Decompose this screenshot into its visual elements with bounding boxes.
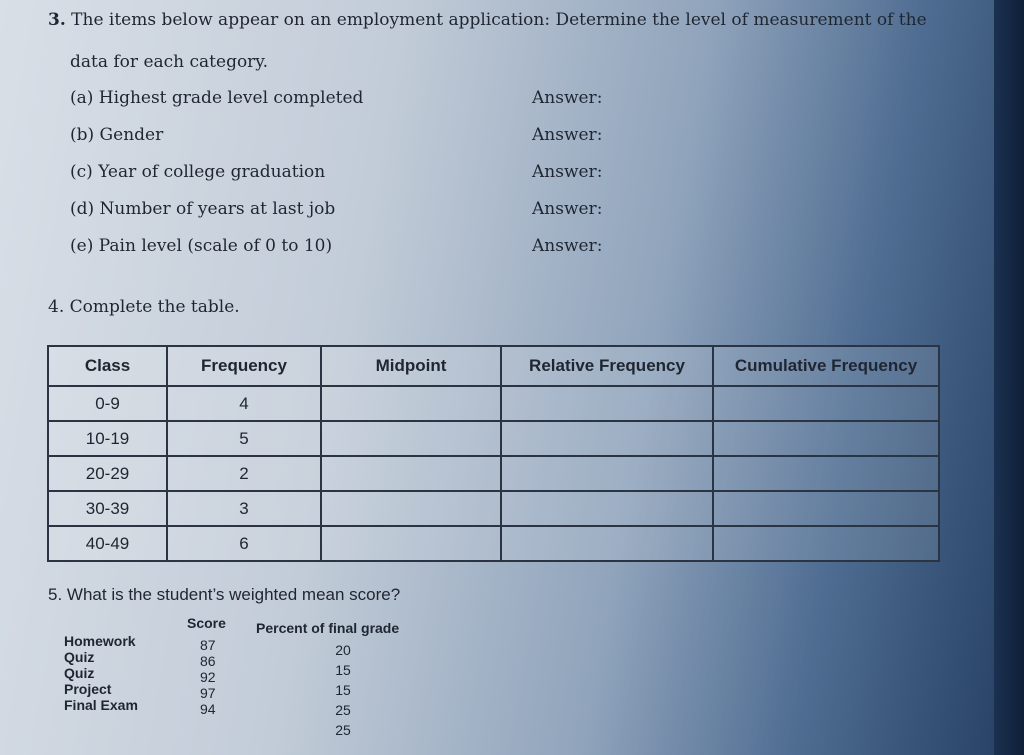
q5-item-label: Final Exam bbox=[64, 697, 138, 713]
table-row bbox=[48, 526, 939, 561]
cell-frequency: 2 bbox=[167, 456, 321, 491]
q3-answer-a: Answer: bbox=[532, 88, 603, 108]
q3-item-a: (a) Highest grade level completed bbox=[70, 88, 364, 108]
q3-item-d: (d) Number of years at last job bbox=[70, 199, 336, 219]
q5-heading bbox=[48, 585, 400, 605]
cell-relative-frequency-blank[interactable] bbox=[501, 456, 713, 491]
q3-answer-b: Answer: bbox=[532, 125, 603, 145]
header-relative-frequency: Relative Frequency bbox=[501, 346, 713, 386]
q5-item-label: Project bbox=[64, 681, 112, 697]
cell-frequency: 4 bbox=[167, 386, 321, 421]
q5-score-value: 87 bbox=[200, 637, 216, 653]
q5-score-value: 94 bbox=[200, 701, 216, 717]
q5-item-label: Quiz bbox=[64, 649, 95, 665]
cell-class: 0-9 bbox=[48, 386, 167, 421]
q5-percent-value: 15 bbox=[335, 682, 351, 698]
cell-midpoint-blank[interactable] bbox=[321, 491, 501, 526]
q3-answer-c: Answer: bbox=[532, 162, 603, 182]
q5-number: 5. bbox=[48, 585, 63, 604]
q5-percent-value: 15 bbox=[335, 662, 351, 678]
q3-text-line1: The items below appear on an employment application: Determine the level of measurement of the bbox=[71, 10, 927, 30]
cell-cumulative-frequency-blank[interactable] bbox=[713, 421, 939, 456]
cell-class: 10-19 bbox=[48, 421, 167, 456]
q5-score-column bbox=[188, 637, 216, 717]
q5-percent-value: 20 bbox=[335, 642, 351, 658]
cell-frequency: 5 bbox=[167, 421, 321, 456]
q5-percent-header: Percent of final grade bbox=[256, 620, 400, 636]
q5-score-value: 86 bbox=[200, 653, 216, 669]
q5-item-label: Quiz bbox=[64, 665, 95, 681]
q5-item-column bbox=[64, 633, 138, 713]
cell-cumulative-frequency-blank[interactable] bbox=[713, 456, 939, 491]
cell-class: 40-49 bbox=[48, 526, 167, 561]
q5-text: What is the student’s weighted mean score? bbox=[66, 585, 401, 604]
cell-cumulative-frequency-blank[interactable] bbox=[713, 491, 939, 526]
table-row bbox=[48, 456, 939, 491]
cell-relative-frequency-blank[interactable] bbox=[501, 491, 713, 526]
cell-midpoint-blank[interactable] bbox=[321, 526, 501, 561]
cell-frequency: 6 bbox=[167, 526, 321, 561]
q4-text: Complete the table. bbox=[69, 297, 240, 317]
q3-number: 3. bbox=[48, 10, 66, 30]
q5-percent-value: 25 bbox=[335, 722, 351, 738]
cell-midpoint-blank[interactable] bbox=[321, 456, 501, 491]
cell-class: 30-39 bbox=[48, 491, 167, 526]
q4-heading bbox=[48, 297, 240, 317]
frequency-table bbox=[47, 345, 940, 562]
q5-percent-value: 25 bbox=[335, 702, 351, 718]
q5-score-value: 92 bbox=[200, 669, 216, 685]
q3-item-b: (b) Gender bbox=[70, 125, 164, 145]
cell-relative-frequency-blank[interactable] bbox=[501, 526, 713, 561]
table-row bbox=[48, 491, 939, 526]
cell-midpoint-blank[interactable] bbox=[321, 421, 501, 456]
q5-item-label: Homework bbox=[64, 633, 136, 649]
q3-answer-d: Answer: bbox=[532, 199, 603, 219]
q3-item-c: (c) Year of college graduation bbox=[70, 162, 326, 182]
header-midpoint: Midpoint bbox=[321, 346, 501, 386]
q3-item-e: (e) Pain level (scale of 0 to 10) bbox=[70, 236, 333, 256]
table-header-row bbox=[48, 346, 939, 386]
q3-answer-e: Answer: bbox=[532, 236, 603, 256]
q3-line1 bbox=[48, 10, 927, 30]
cell-relative-frequency-blank[interactable] bbox=[501, 421, 713, 456]
cell-cumulative-frequency-blank[interactable] bbox=[713, 526, 939, 561]
page-edge-shadow bbox=[994, 0, 1024, 755]
cell-class: 20-29 bbox=[48, 456, 167, 491]
cell-frequency: 3 bbox=[167, 491, 321, 526]
cell-midpoint-blank[interactable] bbox=[321, 386, 501, 421]
table-row bbox=[48, 386, 939, 421]
header-cumulative-frequency: Cumulative Frequency bbox=[713, 346, 939, 386]
q3-text-line2: data for each category. bbox=[70, 52, 269, 72]
q5-score-value: 97 bbox=[200, 685, 216, 701]
q5-score-header: Score bbox=[187, 615, 226, 631]
cell-relative-frequency-blank[interactable] bbox=[501, 386, 713, 421]
cell-cumulative-frequency-blank[interactable] bbox=[713, 386, 939, 421]
q5-percent-column bbox=[323, 640, 363, 740]
header-class: Class bbox=[48, 346, 167, 386]
table-row bbox=[48, 421, 939, 456]
q4-number: 4. bbox=[48, 297, 65, 317]
header-frequency: Frequency bbox=[167, 346, 321, 386]
